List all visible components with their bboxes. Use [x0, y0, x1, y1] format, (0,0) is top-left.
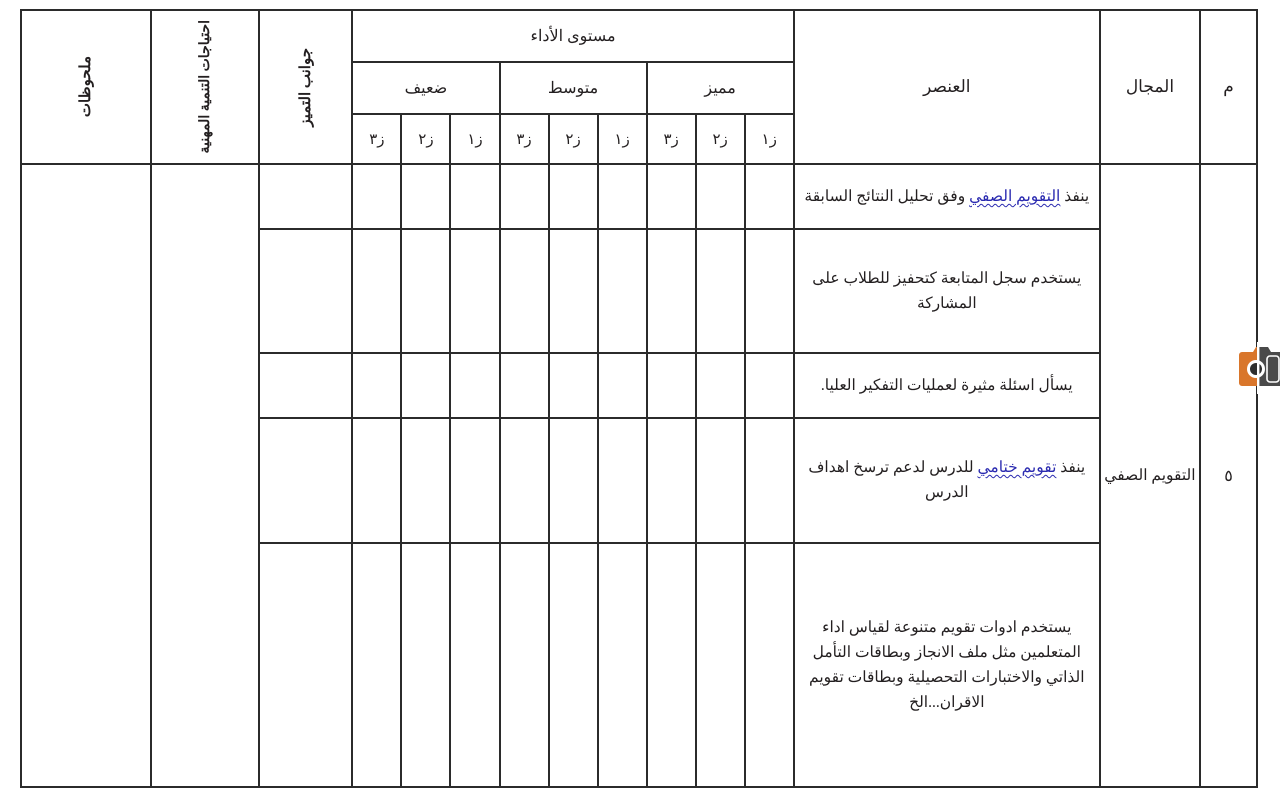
header-excellent-z3: ز٣ [647, 114, 696, 164]
score-cell-weak-z1[interactable] [450, 353, 499, 418]
score-cell-excellent-z1[interactable] [745, 229, 794, 354]
element-4-suffix: للدرس لدعم ترسخ اهداف الدرس [808, 459, 978, 502]
excellence-aspects-cell-3[interactable] [259, 353, 352, 418]
score-cell-excellent-z3[interactable] [647, 418, 696, 543]
score-cell-medium-z3[interactable] [500, 543, 549, 787]
score-cell-excellent-z1[interactable] [745, 353, 794, 418]
header-domain: المجال [1100, 10, 1200, 164]
score-cell-medium-z1[interactable] [598, 353, 647, 418]
header-weak-z1: ز١ [450, 114, 499, 164]
header-number: م [1200, 10, 1257, 164]
excellence-aspects-rotated-wrap [260, 11, 351, 163]
header-performance-level: مستوى الأداء [352, 10, 793, 62]
element-text-4 [794, 418, 1100, 543]
table-row [21, 164, 1257, 229]
score-cell-excellent-z2[interactable] [696, 164, 745, 229]
header-excellent-z1: ز١ [745, 114, 794, 164]
element-text-5: يستخدم ادوات تقويم متنوعة لقياس اداء المتعلمين مثل ملف الانجاز وبطاقات التأمل الذاتي والاختبارات التحصيلية وبطاقات تقويم الاقران...الخ [794, 543, 1100, 787]
header-notes-label: ملحوظات [77, 56, 94, 118]
score-cell-excellent-z3[interactable] [647, 543, 696, 787]
score-cell-excellent-z3[interactable] [647, 229, 696, 354]
score-cell-excellent-z2[interactable] [696, 418, 745, 543]
score-cell-excellent-z1[interactable] [745, 418, 794, 543]
score-cell-weak-z3[interactable] [352, 353, 401, 418]
score-cell-medium-z1[interactable] [598, 229, 647, 354]
score-cell-excellent-z1[interactable] [745, 543, 794, 787]
excellence-aspects-cell-1[interactable] [259, 164, 352, 229]
score-cell-weak-z2[interactable] [401, 543, 450, 787]
header-group-weak: ضعيف [352, 62, 499, 114]
header-notes [21, 10, 151, 164]
score-cell-weak-z1[interactable] [450, 418, 499, 543]
development-needs-rotated-wrap [152, 11, 258, 163]
header-development-needs [151, 10, 259, 164]
element-4-prefix: ينفذ [1056, 459, 1086, 477]
header-weak-z3: ز٣ [352, 114, 401, 164]
element-text-1 [794, 164, 1100, 229]
score-cell-excellent-z2[interactable] [696, 543, 745, 787]
score-cell-medium-z3[interactable] [500, 353, 549, 418]
development-needs-cell[interactable] [151, 164, 259, 787]
score-cell-medium-z2[interactable] [549, 418, 598, 543]
score-cell-medium-z3[interactable] [500, 164, 549, 229]
table-body [21, 164, 1257, 787]
header-excellent-z2: ز٢ [696, 114, 745, 164]
header-row-1 [21, 10, 1257, 62]
score-cell-medium-z3[interactable] [500, 418, 549, 543]
score-cell-medium-z1[interactable] [598, 418, 647, 543]
evaluation-table [20, 9, 1258, 788]
excellence-aspects-cell-2[interactable] [259, 229, 352, 354]
score-cell-weak-z1[interactable] [450, 229, 499, 354]
score-cell-weak-z3[interactable] [352, 164, 401, 229]
score-cell-medium-z2[interactable] [549, 164, 598, 229]
score-cell-weak-z2[interactable] [401, 418, 450, 543]
score-cell-weak-z3[interactable] [352, 229, 401, 354]
score-cell-medium-z3[interactable] [500, 229, 549, 354]
element-text-3: يسأل اسئلة مثيرة لعمليات التفكير العليا. [794, 353, 1100, 418]
score-cell-excellent-z2[interactable] [696, 229, 745, 354]
excellence-aspects-cell-5[interactable] [259, 543, 352, 787]
score-cell-weak-z3[interactable] [352, 543, 401, 787]
header-group-medium: متوسط [500, 62, 647, 114]
score-cell-weak-z3[interactable] [352, 418, 401, 543]
notes-cell[interactable] [21, 164, 151, 787]
header-group-excellent: مميز [647, 62, 794, 114]
score-cell-excellent-z3[interactable] [647, 353, 696, 418]
header-excellence-aspects [259, 10, 352, 164]
header-medium-z3: ز٣ [500, 114, 549, 164]
score-cell-medium-z1[interactable] [598, 543, 647, 787]
score-cell-medium-z2[interactable] [549, 229, 598, 354]
row-group-number: ٥ [1200, 164, 1257, 787]
score-cell-medium-z2[interactable] [549, 353, 598, 418]
element-1-suffix: وفق تحليل النتائج السابقة [804, 187, 970, 205]
header-element: العنصر [794, 10, 1100, 164]
header-medium-z2: ز٢ [549, 114, 598, 164]
header-development-needs-label: احتياجات التنمية المهنية [197, 20, 213, 154]
score-cell-medium-z2[interactable] [549, 543, 598, 787]
header-weak-z2: ز٢ [401, 114, 450, 164]
header-excellence-aspects-label: جوانب التميز [297, 47, 314, 127]
row-group-domain: التقويم الصفي [1100, 164, 1200, 787]
score-cell-weak-z1[interactable] [450, 164, 499, 229]
score-cell-excellent-z2[interactable] [696, 353, 745, 418]
score-cell-weak-z1[interactable] [450, 543, 499, 787]
element-1-prefix: ينفذ [1060, 187, 1090, 205]
excellence-aspects-cell-4[interactable] [259, 418, 352, 543]
score-cell-medium-z1[interactable] [598, 164, 647, 229]
table-header [21, 10, 1257, 164]
score-cell-excellent-z3[interactable] [647, 164, 696, 229]
score-cell-weak-z2[interactable] [401, 164, 450, 229]
notes-rotated-wrap [22, 11, 150, 163]
element-text-2: يستخدم سجل المتابعة كتحفيز للطلاب على المشاركة [794, 229, 1100, 354]
camera-logo-icon[interactable] [1237, 342, 1280, 394]
header-medium-z1: ز١ [598, 114, 647, 164]
element-1-link[interactable]: التقويم الصفي [969, 187, 1061, 205]
element-4-link[interactable]: تقويم ختامي [977, 459, 1057, 477]
score-cell-weak-z2[interactable] [401, 229, 450, 354]
score-cell-weak-z2[interactable] [401, 353, 450, 418]
score-cell-excellent-z1[interactable] [745, 164, 794, 229]
